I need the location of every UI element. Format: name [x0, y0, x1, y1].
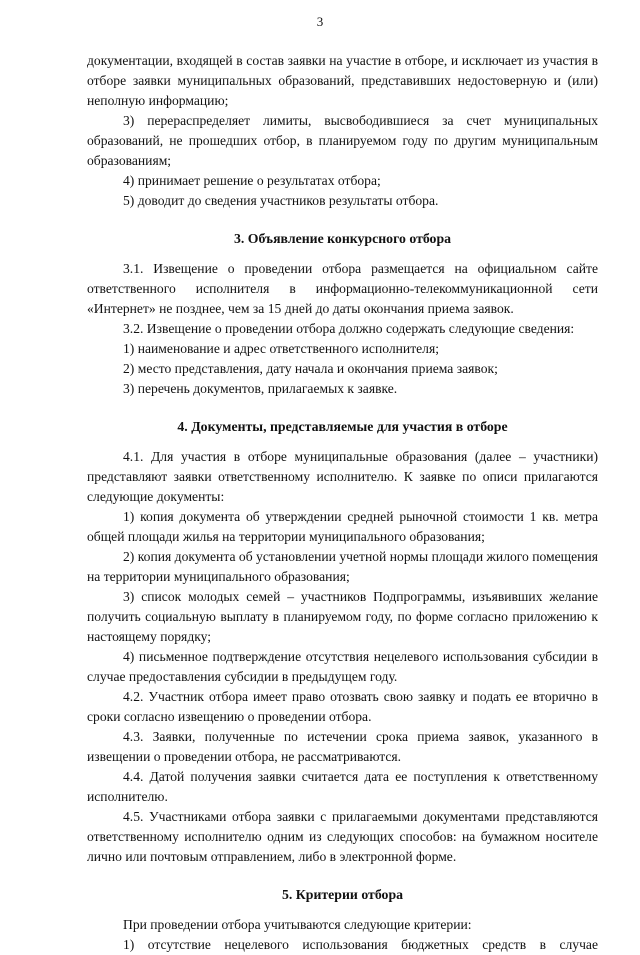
paragraph: 1) отсутствие нецелевого использования бюджетных средств в случае [123, 937, 598, 952]
section-heading: 5. Критерии отбора [281, 887, 404, 902]
paragraph: 1) копия документа об утверждении средней рыночной стоимости 1 кв. метра общей площади жилья на территории муниципального образования; [87, 509, 598, 544]
paragraph: 2) копия документа об установлении учетной нормы площади жилого помещения на территории муниципального образования; [87, 549, 598, 584]
paragraph: 3) перечень документов, прилагаемых к заявке. [123, 381, 398, 396]
document-body [87, 51, 598, 955]
paragraph: 3.2. Извещение о проведении отбора должно содержать следующие сведения: [123, 321, 575, 336]
paragraph: 3.1. Извещение о проведении отбора размещается на официальном сайте ответственного исполнителя в информационно-телекоммуникационной сети «Интернет» не позднее, чем за 15 дней до даты окончания приема заявок. [87, 261, 598, 316]
paragraph: 5) доводит до сведения участников результаты отбора. [123, 193, 439, 208]
paragraph: документации, входящей в состав заявки на участие в отборе, и исключает из участия в отборе заявки муниципальных образований, представивших недостоверную и (или) неполную информацию; [87, 53, 598, 108]
paragraph: 3) перераспределяет лимиты, высвободившиеся за счет муниципальных образований, не прошедших отбор, в планируемом году по другим муниципальным образованиям; [87, 113, 598, 168]
paragraph: При проведении отбора учитываются следующие критерии: [123, 917, 472, 932]
section-heading: 3. Объявление конкурсного отбора [233, 231, 452, 246]
paragraph: 4.1. Для участия в отборе муниципальные образования (далее – участники) представляют заявки ответственному исполнителю. К заявке по описи прилагаются следующие документы: [87, 449, 598, 504]
paragraph: 4.3. Заявки, полученные по истечении срока приема заявок, указанного в извещении о проведении отбора, не рассматриваются. [87, 729, 598, 764]
paragraph: 4) принимает решение о результатах отбора; [123, 173, 381, 188]
paragraph: 4) письменное подтверждение отсутствия нецелевого использования субсидии в случае предоставления субсидии в предыдущем году. [87, 649, 598, 684]
paragraph: 4.4. Датой получения заявки считается дата ее поступления к ответственному исполнителю. [87, 769, 598, 804]
paragraph: 4.5. Участниками отбора заявки с прилагаемыми документами представляются ответственному исполнителю одним из следующих способов: на бумажном носителе лично или почтовым отправлением, либо в электронной форме. [87, 809, 598, 864]
paragraph: 1) наименование и адрес ответственного исполнителя; [123, 341, 439, 356]
page-number: 3 [316, 14, 324, 29]
paragraph: 4.2. Участник отбора имеет право отозвать свою заявку и подать ее вторично в сроки согласно извещению о проведении отбора. [87, 689, 598, 724]
paragraph: 2) место представления, дату начала и окончания приема заявок; [123, 361, 498, 376]
section-heading: 4. Документы, представляемые для участия в отборе [177, 419, 508, 434]
paragraph: 3) список молодых семей – участников Подпрограммы, изъявивших желание получить социальную выплату в планируемом году, по форме согласно приложению к настоящему порядку; [87, 589, 598, 644]
